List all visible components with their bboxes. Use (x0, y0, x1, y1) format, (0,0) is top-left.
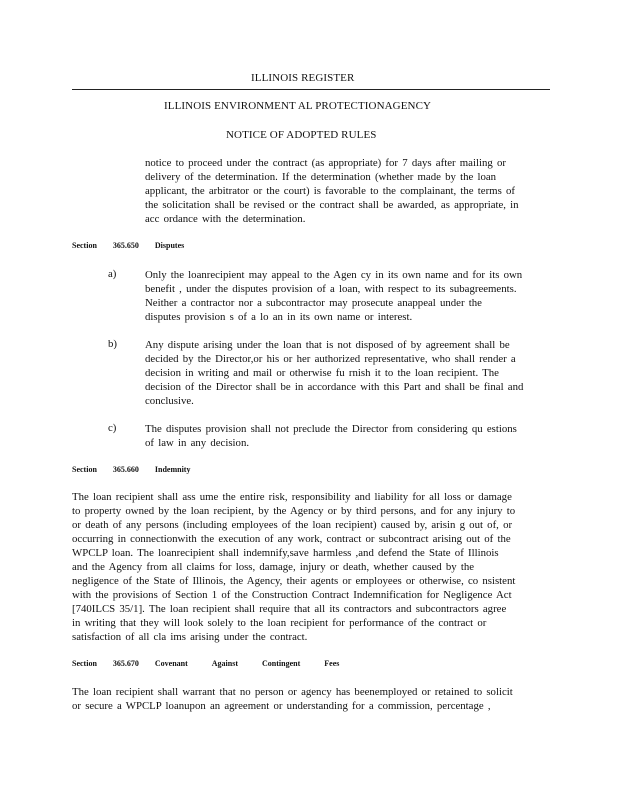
item-b-line: Any dispute arising under the loan that is not disposed of by agreement shall be (145, 339, 510, 351)
section-number: 365.670 (112, 659, 139, 668)
item-c-line: of law in any decision. (145, 437, 250, 449)
item-label-b: b) (108, 338, 117, 350)
item-a-line: benefit , under the disputes provision of a loan, with respect to its subagreements. (145, 283, 517, 295)
section-heading-650 (72, 241, 184, 250)
agency-title: ILLINOIS ENVIRONMENT AL PROTECTIONAGENCY (164, 100, 432, 112)
indemnity-line: in writing that they will look solely to the loan recipient for performance of the contract or (72, 617, 487, 629)
intro-line: delivery of the determination. If the determination (whether made by the loan (145, 171, 497, 183)
item-c-line: The disputes provision shall not preclude the Director from considering qu estions (145, 423, 517, 435)
indemnity-line: negligence of the State of Illinois, the Agency, their agents or employees or otherwise, co nsistent (72, 575, 516, 587)
section-word: Section (72, 659, 97, 668)
indemnity-line: and the Agency from all claims for loss, damage, injury or death, whether caused by the (72, 561, 475, 573)
intro-line: the solicitation shall be revised or the contract shall be awarded, as appropriate, in (145, 199, 519, 211)
indemnity-line: [740ILCS 35/1]. The loan recipient shall require that all its contractors and subcontractors agree (72, 603, 507, 615)
notice-title: NOTICE OF ADOPTED RULES (226, 129, 377, 141)
indemnity-line: with the provisions of Section 1 of the Construction Contract Indemnification for Negligence Act (72, 589, 512, 601)
item-b-line: decided by the Director,or his or her authorized representative, who shall render a (145, 353, 516, 365)
indemnity-line: WPCLP loan. The loanrecipient shall indemnify,save harmless ,and defend the State of Illinois (72, 547, 499, 559)
indemnity-line: The loan recipient shall ass ume the entire risk, responsibility and liability for all loss or damage (72, 491, 512, 503)
item-label-a: a) (108, 268, 117, 280)
indemnity-line: satisfaction of all cla ims arising under the contract. (72, 631, 308, 643)
section-word: Section (72, 241, 97, 250)
item-b-line: conclusive. (145, 395, 194, 407)
section-title-word: Against (211, 659, 239, 668)
section-number: 365.660 (112, 465, 139, 474)
header-rule (72, 89, 550, 90)
section-title-word: Contingent (262, 659, 301, 668)
section-heading-660 (72, 465, 190, 474)
section-title: Disputes (154, 241, 185, 250)
intro-line: acc ordance with the determination. (145, 213, 306, 225)
intro-line: applicant, the arbitrator or the court) is favorable to the complainant, the terms of (145, 185, 515, 197)
section-title-word: Covenant (154, 659, 188, 668)
section-number: 365.650 (112, 241, 139, 250)
register-title: ILLINOIS REGISTER (251, 72, 355, 84)
covenant-line: The loan recipient shall warrant that no person or agency has beenemployed or retained to solicit (72, 686, 513, 698)
intro-line: notice to proceed under the contract (as appropriate) for 7 days after mailing or (145, 157, 506, 169)
indemnity-line: occurring in connectionwith the execution of any work, contract or subcontract arising out of the (72, 533, 511, 545)
section-heading-670 (72, 659, 339, 668)
item-a-line: Only the loanrecipient may appeal to the Agen cy in its own name and for its own (145, 269, 523, 281)
indemnity-line: to property owned by the loan recipient, by the Agency or by third persons, and for any injury to (72, 505, 516, 517)
section-title-word: Fees (324, 659, 340, 668)
item-a-line: disputes provision s of a lo an in its own name or interest. (145, 311, 413, 323)
section-word: Section (72, 465, 97, 474)
item-b-line: decision of the Director shall be in accordance with this Part and shall be final and (145, 381, 524, 393)
item-b-line: decision in writing and mail or otherwise fu rnish it to the loan recipient. The (145, 367, 499, 379)
covenant-line: or secure a WPCLP loanupon an agreement or understanding for a commission, percentage , (72, 700, 491, 712)
item-a-line: Neither a contractor nor a subcontractor may prosecute anappeal under the (145, 297, 482, 309)
indemnity-line: or death of any persons (including employees of the loan recipient) caused by, arisin g out of, or (72, 519, 513, 531)
section-title: Indemnity (154, 465, 191, 474)
item-label-c: c) (108, 422, 117, 434)
